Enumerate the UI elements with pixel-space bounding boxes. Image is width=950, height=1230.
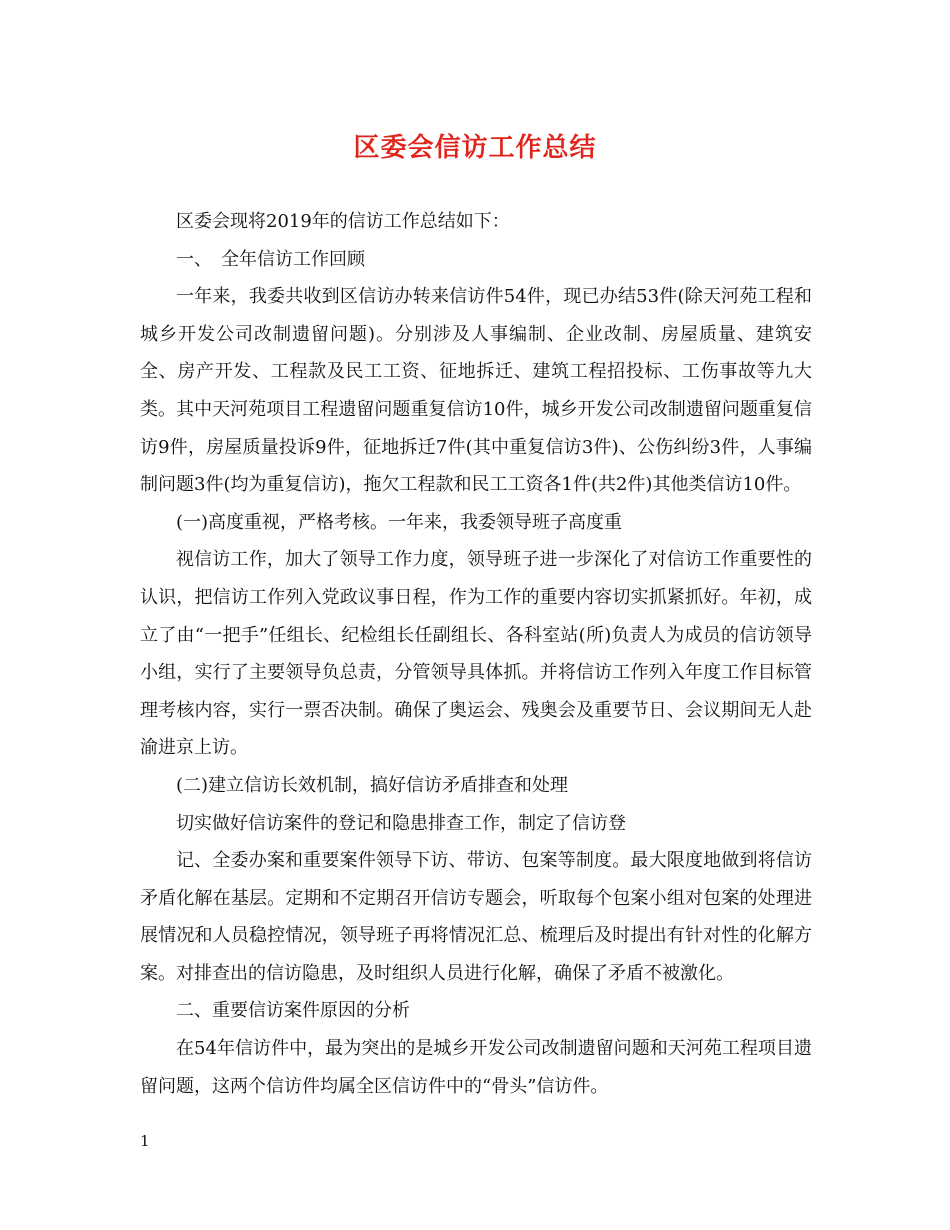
subsection-heading-1: (一)高度重视，严格考核。一年来，我委领导班子高度重 (176, 511, 623, 533)
paragraph-analysis: 在54年信访件中，最为突出的是城乡开发公司改制遗留问题和天河苑工程项目遗留问题，这两个信访件均属全区信访件中的“骨头”信访件。 (140, 1038, 812, 1097)
paragraph-leadership: 视信访工作，加大了领导工作力度，领导班子进一步深化了对信访工作重要性的认识，把信访工作列入党政议事日程，作为工作的重要内容切实抓紧抓好。年初，成立了由“一把手”任组长、纪检组长任副组长、各科室站(所)负责人为成员的信访领导小组，实行了主要领导负总责，分管领导具体抓。并将信访工作列入年度工作目标管理考核内容，实行一票否决制。确保了奥运会、残奥会及重要节日、会议期间无人赴渝进京上访。 (140, 549, 812, 759)
page-number: 1 (140, 1132, 150, 1150)
paragraph-mechanism: 记、全委办案和重要案件领导下访、带访、包案等制度。最大限度地做到将信访矛盾化解在基层。定期和不定期召开信访专题会，听取每个包案小组对包案的处理进展情况和人员稳控情况，领导班子再将情况汇总、梳理后及时提出有针对性的化解方案。对排查出的信访隐患，及时组织人员进行化解，确保了矛盾不被激化。 (140, 850, 812, 984)
document-body (140, 203, 812, 1105)
paragraph-review: 一年来，我委共收到区信访办转来信访件54件，现已办结53件(除天河苑工程和城乡开发公司改制遗留问题)。分别涉及人事编制、企业改制、房屋质量、建筑安全、房产开发、工程款及民工工资、征地拆迁、建筑工程招投标、工伤事故等九大类。其中天河苑项目工程遗留问题重复信访10件，城乡开发公司改制遗留问题重复信访9件，房屋质量投诉9件，征地拆迁7件(其中重复信访3件)、公伤纠纷3件，人事编制问题3件(均为重复信访)，拖欠工程款和民工工资各1件(共2件)其他类信访10件。 (140, 286, 812, 496)
paragraph-intro: 区委会现将2019年的信访工作总结如下： (176, 211, 510, 232)
document-title: 区委会信访工作总结 (353, 133, 597, 163)
section-heading-1: 一、 全年信访工作回顾 (176, 248, 365, 270)
section-heading-2: 二、重要信访案件原因的分析 (176, 1000, 410, 1022)
paragraph-registration-lead: 切实做好信访案件的登记和隐患排查工作，制定了信访登 (176, 812, 626, 834)
subsection-heading-2: (二)建立信访长效机制，搞好信访矛盾排查和处理 (176, 774, 569, 796)
